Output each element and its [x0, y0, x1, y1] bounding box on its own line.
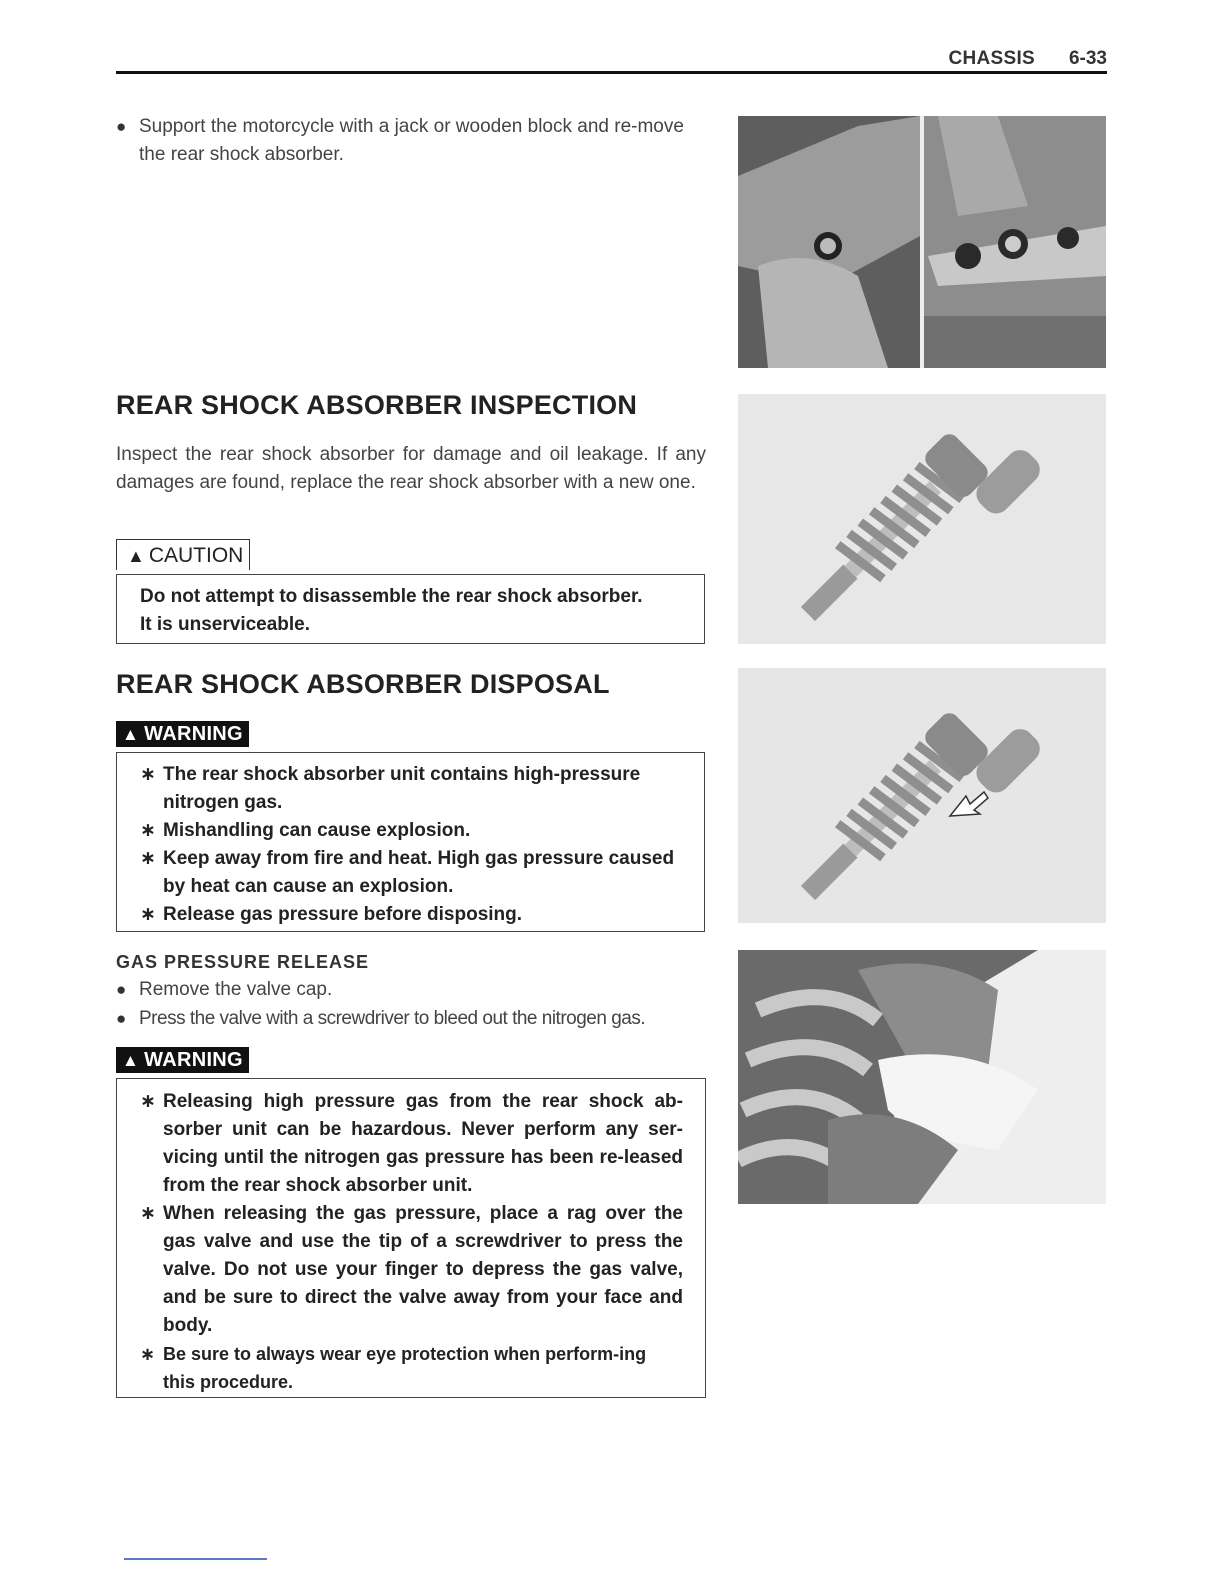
warning-alert-icon: ▲ — [122, 725, 140, 744]
warning-item-text: Releasing high pressure gas from the rear shock ab-sorber unit can be hazardous. Never perform any ser-vicing until the nitrogen gas pressure has been re-leased from the rear shock absorber unit. — [163, 1091, 683, 1196]
gas-release-bullet-text: Press the valve with a screwdriver to bleed out the nitrogen gas. — [139, 1008, 646, 1029]
caution-label — [116, 539, 250, 570]
star-marker: ∗ — [140, 764, 156, 785]
gas-release-heading: GAS PRESSURE RELEASE — [116, 952, 370, 972]
warning-item — [140, 845, 682, 901]
warning-label-2-text: WARNING — [144, 1049, 243, 1071]
caution-line-1: Do not attempt to disassemble the rear shock absorber. — [140, 586, 643, 607]
warning-item — [140, 901, 682, 929]
gas-release-bullet-text: Remove the valve cap. — [139, 979, 333, 1000]
warning-item — [140, 1340, 683, 1396]
shock-absorber-illustration — [738, 394, 1106, 644]
warning-item-text: Mishandling can cause explosion. — [163, 820, 471, 841]
caution-line-2: It is unserviceable. — [140, 614, 311, 635]
warning-item — [140, 1088, 683, 1200]
photo-rear-suspension-mounts — [738, 116, 1106, 368]
page-header — [116, 44, 1107, 72]
header-section-title: CHASSIS — [948, 48, 1035, 69]
warning-label-1 — [116, 721, 249, 747]
warning-item-text: When releasing the gas pressure, place a rag over the gas valve and use the tip of a screwdriver to press the valve. Do not use your finger to depress the gas valve, and be sure to direct the valve away from your face and body. — [163, 1203, 683, 1336]
disposal-heading: REAR SHOCK ABSORBER DISPOSAL — [116, 669, 610, 699]
star-marker: ∗ — [140, 820, 156, 841]
caution-box — [116, 574, 705, 644]
warning-item-text: Keep away from fire and heat. High gas pressure caused by heat can cause an explosion. — [163, 848, 675, 897]
footer-rule — [124, 1558, 267, 1560]
warning-item — [140, 817, 682, 845]
bullet-dot: ● — [116, 117, 127, 136]
warning-item — [140, 761, 682, 817]
warning-item-text: The rear shock absorber unit contains high-pressure nitrogen gas. — [163, 764, 641, 813]
gas-release-bullet-2 — [116, 1005, 706, 1033]
intro-bullet — [116, 113, 706, 173]
warning-box-1 — [116, 752, 705, 932]
star-marker: ∗ — [140, 904, 156, 925]
photo-valve-cap — [738, 668, 1106, 923]
valve-cap-illustration — [738, 668, 1106, 923]
inspection-heading: REAR SHOCK ABSORBER INSPECTION — [116, 390, 638, 420]
warning-item — [140, 1200, 683, 1340]
bleeding-gas-illustration — [738, 950, 1106, 1204]
photo-bleeding-gas — [738, 950, 1106, 1204]
warning-box-2 — [116, 1078, 706, 1398]
rear-suspension-illustration — [738, 116, 1106, 368]
header-rule — [116, 71, 1107, 74]
inspection-paragraph: Inspect the rear shock absorber for damage and oil leakage. If any damages are found, replace the rear shock absorber with a new one. — [116, 444, 706, 493]
header-page-number: 6-33 — [1068, 48, 1107, 69]
caution-alert-icon: ▲ — [127, 546, 145, 566]
warning-label-2 — [116, 1047, 249, 1073]
bullet-dot: ● — [116, 980, 127, 999]
photo-shock-absorber — [738, 394, 1106, 644]
star-marker: ∗ — [140, 1344, 156, 1364]
warning-item-text: Be sure to always wear eye protection when perform-ing this procedure. — [163, 1344, 647, 1392]
bullet-dot: ● — [116, 1009, 126, 1028]
intro-bullet-text: Support the motorcycle with a jack or wooden block and re-move the rear shock absorber. — [139, 116, 684, 165]
warning-item-text: Release gas pressure before disposing. — [163, 904, 523, 925]
star-marker: ∗ — [140, 848, 156, 869]
gas-release-bullet-1 — [116, 976, 706, 1004]
star-marker: ∗ — [140, 1091, 156, 1112]
star-marker: ∗ — [140, 1203, 156, 1224]
caution-label-text: CAUTION — [148, 544, 244, 567]
warning-label-1-text: WARNING — [144, 723, 243, 745]
warning-alert-icon: ▲ — [122, 1051, 140, 1070]
